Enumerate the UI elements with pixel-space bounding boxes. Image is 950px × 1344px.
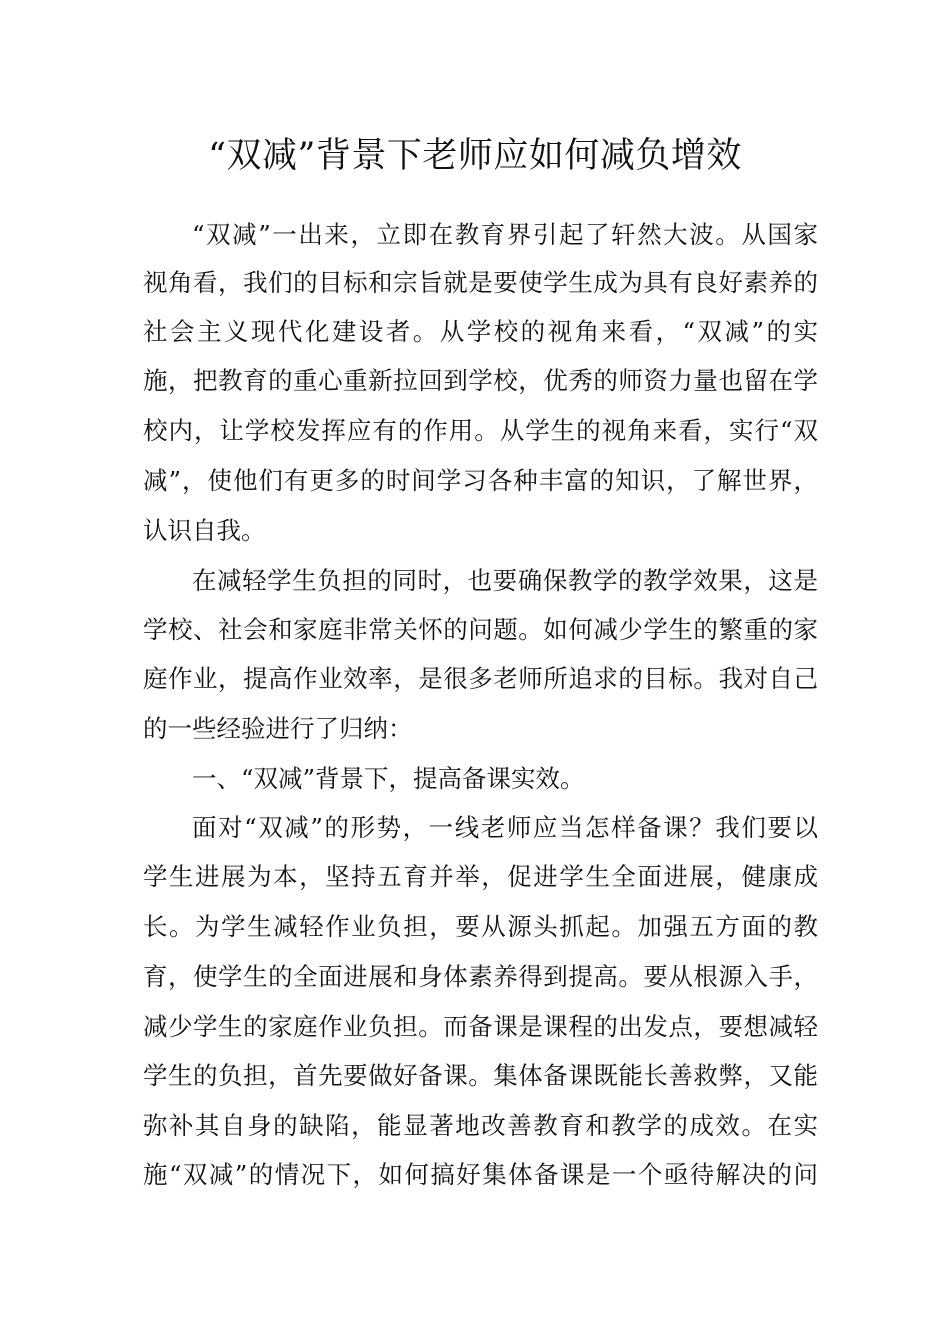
document-title: “双减”背景下老师应如何减负增效 [208,136,742,176]
paragraph-line: 施“双减”的情况下，如何搞好集体备课是一个亟待解决的问 [143,1160,818,1189]
paragraph-line: 社会主义现代化建设者。从学校的视角来看，“双减”的实 [143,317,818,346]
paragraph-line: 学生进展为本，坚持五育并举，促进学生全面进展，健康成 [143,862,818,891]
paragraph-line: 弥补其自身的缺陷，能显著地改善教育和教学的成效。在实 [143,1111,818,1140]
paragraph-line: 减”，使他们有更多的时间学习各种丰富的知识，了解世界， [143,466,818,495]
paragraph-line: 减少学生的家庭作业负担。而备课是课程的出发点，要想减轻 [143,1012,818,1041]
paragraph-line: 施，把教育的重心重新拉回到学校，优秀的师资力量也留在学 [143,366,818,395]
paragraph-line: 学校、社会和家庭非常关怀的问题。如何减少学生的繁重的家 [143,615,818,644]
paragraph-line: 认识自我。 [143,516,266,545]
paragraph-line: “双减”一出来，立即在教育界引起了轩然大波。从国家 [192,220,818,249]
paragraph-line: 在减轻学生负担的同时，也要确保教学的教学效果，这是 [192,566,818,595]
paragraph-line: 校内，让学校发挥应有的作用。从学生的视角来看，实行“双 [143,416,818,445]
paragraph-line: 庭作业，提高作业效率，是很多老师所追求的目标。我对自己 [143,664,818,693]
paragraph-line: 面对“双减”的形势，一线老师应当怎样备课？我们要以 [192,813,818,842]
section-heading: 一、“双减”背景下，提高备课实效。 [192,764,585,793]
paragraph-line: 视角看，我们的目标和宗旨就是要使学生成为具有良好素养的 [143,268,818,297]
paragraph-line: 长。为学生减轻作业负担，要从源头抓起。加强五方面的教 [143,912,818,941]
paragraph-line: 的一些经验进行了归纳： [143,714,413,743]
paragraph-line: 学生的负担，首先要做好备课。集体备课既能长善救弊，又能 [143,1061,818,1090]
paragraph-line: 育，使学生的全面进展和身体素养得到提高。要从根源入手， [143,962,818,991]
